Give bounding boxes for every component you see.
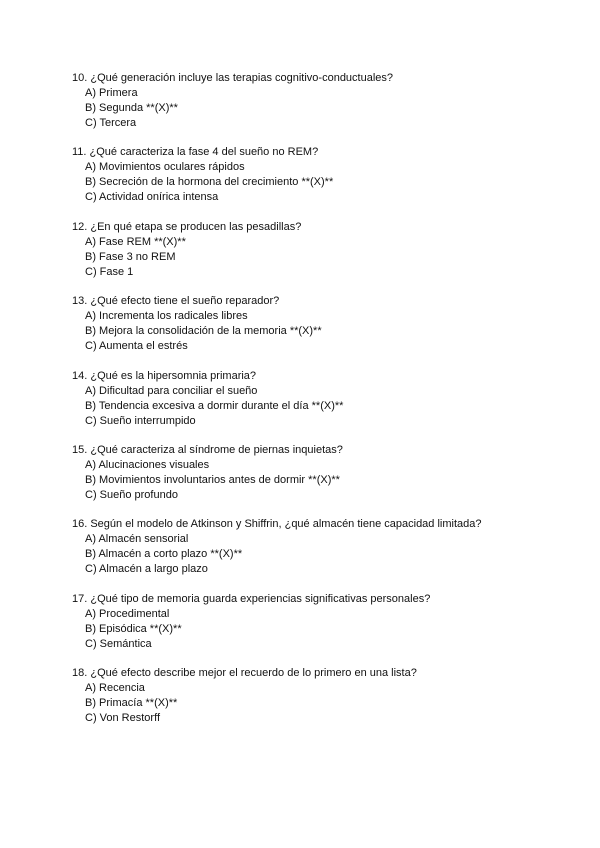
question-15 [72,443,572,503]
answer-option-b: B) Almacén a corto plazo **(X)** [85,548,243,561]
question-18 [72,666,572,726]
answer-option-b: B) Movimientos involuntarios antes de dormir **(X)** [85,473,340,486]
answer-option-a: A) Dificultad para conciliar el sueño [85,384,258,397]
answer-option-c: C) Almacén a largo plazo [85,563,208,576]
question-text: 15. ¿Qué caracteriza al síndrome de piernas inquietas? [72,443,343,456]
answer-option-a: A) Incrementa los radicales libres [85,310,248,323]
answer-option-a: A) Alucinaciones visuales [85,458,210,471]
question-text: 14. ¿Qué es la hipersomnia primaria? [72,369,257,382]
answer-option-c: C) Aumenta el estrés [85,340,188,353]
question-17 [72,592,572,652]
question-text: 13. ¿Qué efecto tiene el sueño reparador? [72,295,280,308]
answer-option-c: C) Sueño profundo [85,488,178,501]
answer-option-a: A) Primera [85,87,138,99]
question-10 [72,71,572,131]
question-text: 10. ¿Qué generación incluye las terapias cognitivo-conductuales? [72,72,394,84]
answer-option-b: B) Secreción de la hormona del crecimiento **(X)** [85,176,334,189]
answer-option-a: A) Fase REM **(X)** [85,235,186,248]
question-16 [72,517,572,577]
answer-option-a: A) Almacén sensorial [85,533,189,546]
question-text: 17. ¿Qué tipo de memoria guarda experiencias significativas personales? [72,592,431,605]
answer-option-b: B) Segunda **(X)** [85,102,178,114]
answer-option-c: C) Sueño interrumpido [85,414,196,427]
answer-option-b: B) Tendencia excesiva a dormir durante el día **(X)** [85,399,344,412]
answer-option-b: B) Fase 3 no REM [85,250,176,263]
answer-option-c: C) Von Restorff [85,712,160,725]
answer-option-c: C) Semántica [85,637,152,650]
question-text: 12. ¿En qué etapa se producen las pesadillas? [72,220,302,233]
answer-option-b: B) Mejora la consolidación de la memoria **(X)** [85,325,322,338]
answer-option-b: B) Episódica **(X)** [85,622,182,635]
answer-option-a: A) Procedimental [85,607,170,620]
answer-option-a: A) Movimientos oculares rápidos [85,161,245,174]
question-14 [72,369,572,429]
answer-option-c: C) Fase 1 [85,265,134,278]
answer-option-b: B) Primacía **(X)** [85,697,178,710]
question-list [72,71,572,741]
answer-option-a: A) Recencia [85,682,145,695]
question-12 [72,220,572,280]
question-text: 18. ¿Qué efecto describe mejor el recuerdo de lo primero en una lista? [72,667,417,680]
question-13 [72,294,572,354]
question-11 [72,145,572,205]
question-text: 11. ¿Qué caracteriza la fase 4 del sueño no REM? [72,146,319,159]
question-text: 16. Según el modelo de Atkinson y Shiffrin, ¿qué almacén tiene capacidad limitada? [72,518,482,531]
answer-option-c: C) Tercera [85,117,137,129]
answer-option-c: C) Actividad onírica intensa [85,191,219,204]
